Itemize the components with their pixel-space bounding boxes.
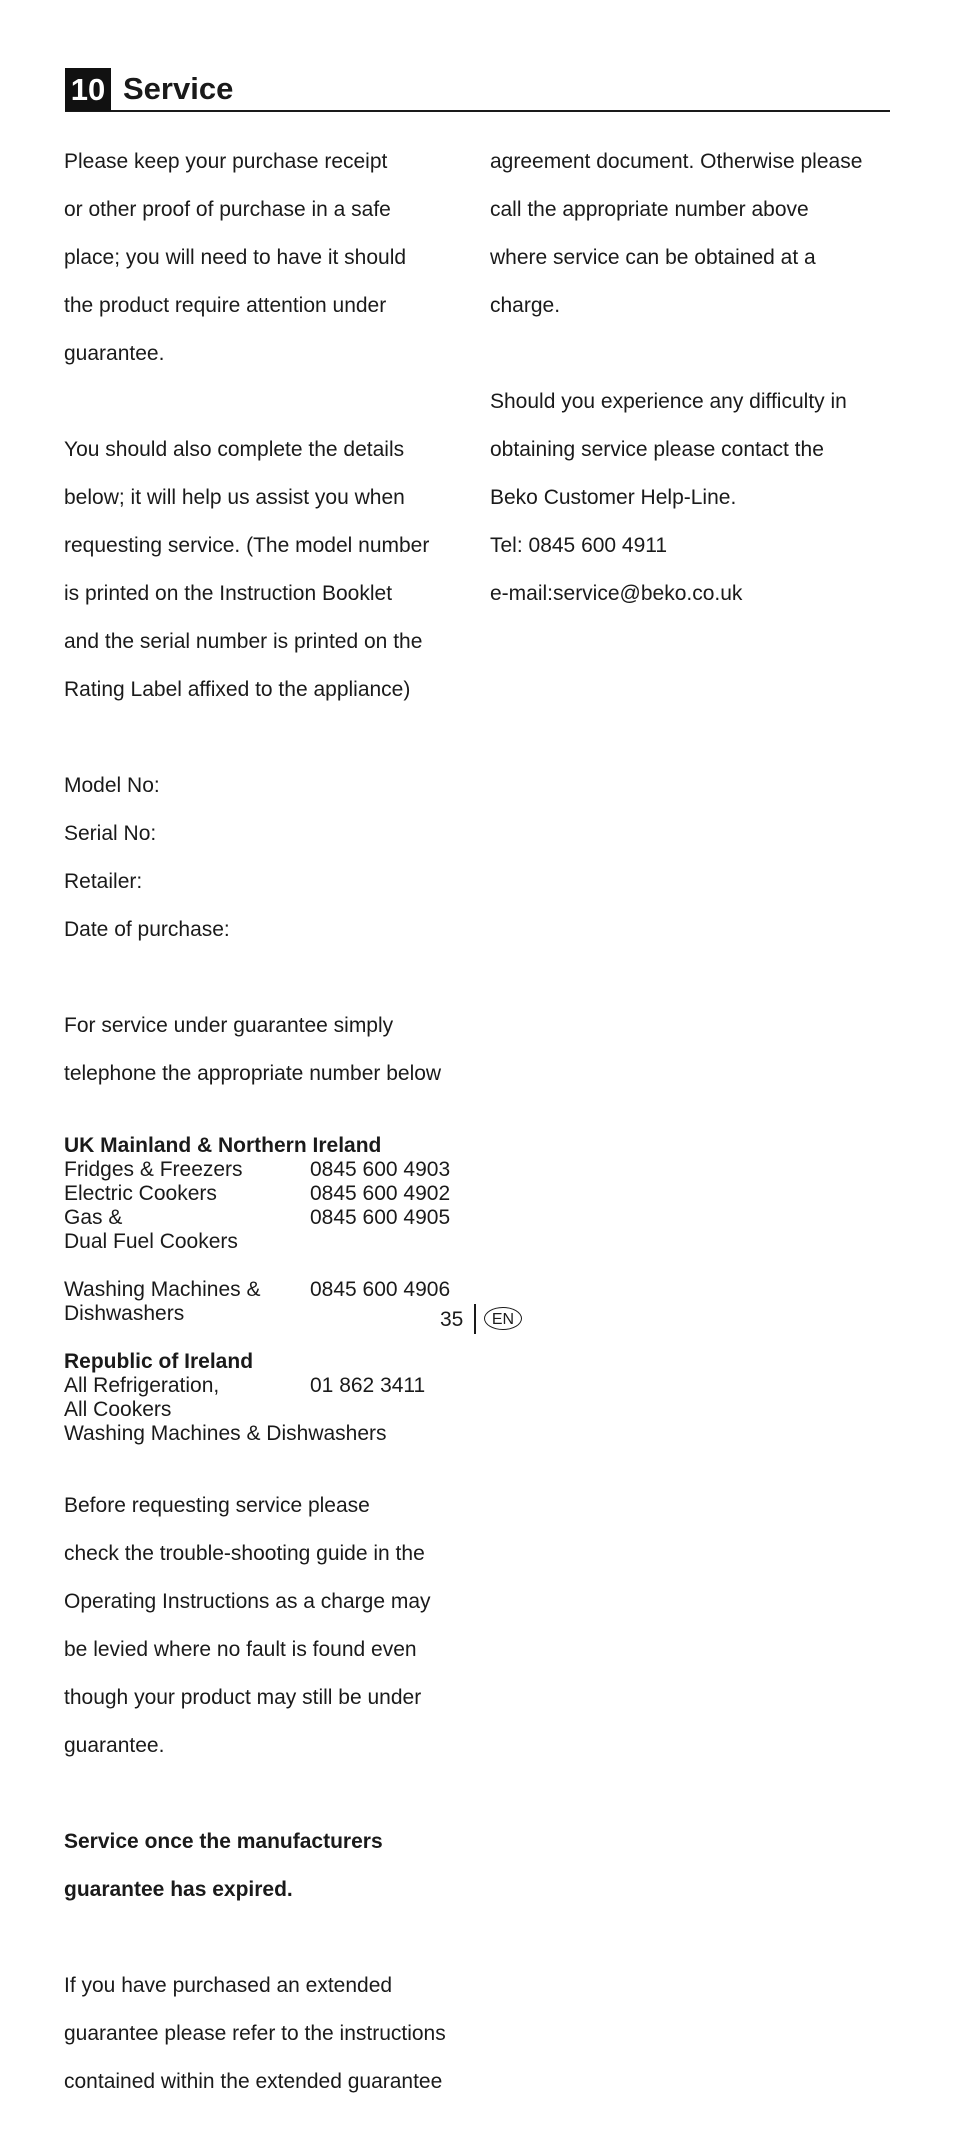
text-line: guarantee has expired. [64,1878,293,1901]
text-line: place; you will need to have it should [64,246,407,269]
section-header [65,68,890,112]
contact-row [64,1182,474,1206]
left-column [64,126,474,2142]
text-line: guarantee. [64,342,165,365]
text-line: guarantee. [64,1734,165,1757]
text-line: below; it will help us assist you when [64,486,405,509]
text-line: Should you experience any difficulty in [490,390,847,413]
right-column [490,126,900,654]
guarantee-service-paragraph [64,990,474,1110]
text-line: Operating Instructions as a charge may [64,1590,431,1613]
roi-heading: Republic of Ireland [64,1350,254,1373]
text-line: Beko Customer Help-Line. [490,486,737,509]
text-line: For service under guarantee simply [64,1014,394,1037]
text-line: or other proof of purchase in a safe [64,198,391,221]
text-line: Please keep your purchase receipt [64,150,388,173]
phone-number: 01 862 3411 [310,1374,426,1397]
text-line: check the trouble-shooting guide in the [64,1542,425,1565]
text-line: guarantee please refer to the instructions [64,2022,446,2045]
details-paragraph [64,414,474,726]
trouble-shooting-paragraph [64,1470,474,1782]
purchase-date-label: Date of purchase: [64,918,230,941]
helpline-phone: Tel: 0845 600 4911 [490,534,668,557]
phone-number: 0845 600 4906 [310,1278,451,1301]
contact-row [64,1302,474,1326]
agreement-paragraph [490,126,900,342]
text-line: Rating Label affixed to the appliance) [64,678,411,701]
contact-label: All Refrigeration, [64,1374,220,1397]
contact-row [64,1206,474,1230]
purchase-fields [64,750,474,966]
receipt-paragraph [64,126,474,390]
text-line: and the serial number is printed on the [64,630,423,653]
language-badge: EN [484,1307,522,1330]
text-line: If you have purchased an extended [64,1974,393,1997]
extended-guarantee-paragraph [64,1950,474,2118]
text-line: the product require attention under [64,294,387,317]
text-line: Service once the manufacturers [64,1830,383,1853]
text-line: telephone the appropriate number below [64,1062,442,1085]
phone-number: 0845 600 4902 [310,1182,451,1205]
page-number: 35 [440,1308,464,1331]
chapter-number: 10 [65,68,111,111]
contact-label: Fridges & Freezers [64,1158,243,1181]
text-line: call the appropriate number above [490,198,809,221]
text-line: Before requesting service please [64,1494,370,1517]
serial-no-label: Serial No: [64,822,157,845]
phone-number: 0845 600 4905 [310,1206,451,1229]
text-line: is printed on the Instruction Booklet [64,582,393,605]
model-no-label: Model No: [64,774,160,797]
helpline-paragraph [490,366,900,630]
uk-heading: UK Mainland & Northern Ireland [64,1134,382,1157]
text-line: though your product may still be under [64,1686,422,1709]
contact-label: Electric Cookers [64,1182,217,1205]
uk-contacts [64,1134,474,1326]
contact-row [64,1230,474,1254]
text-line: requesting service. (The model number [64,534,430,557]
text-line: charge. [490,294,561,317]
contact-label: All Cookers [64,1398,172,1421]
contact-row [64,1158,474,1182]
contact-label: Gas & [64,1206,123,1229]
text-line: obtaining service please contact the [490,438,824,461]
chapter-title: Service [123,71,234,106]
contact-label: Washing Machines & Dishwashers [64,1422,387,1445]
contact-label: Washing Machines & [64,1278,261,1301]
text-line: where service can be obtained at a [490,246,816,269]
phone-number: 0845 600 4903 [310,1158,451,1181]
text-line: contained within the extended guarantee [64,2070,443,2093]
text-line: You should also complete the details [64,438,405,461]
roi-contacts [64,1350,474,1446]
contact-label: Dishwashers [64,1302,185,1325]
expired-guarantee-heading [64,1806,474,1926]
footer-divider [474,1304,476,1334]
text-line: agreement document. Otherwise please [490,150,863,173]
contact-row [64,1374,474,1398]
retailer-label: Retailer: [64,870,143,893]
text-line: be levied where no fault is found even [64,1638,417,1661]
contact-label: Dual Fuel Cookers [64,1230,238,1253]
helpline-email: e-mail:service@beko.co.uk [490,582,743,605]
contact-row [64,1278,474,1302]
